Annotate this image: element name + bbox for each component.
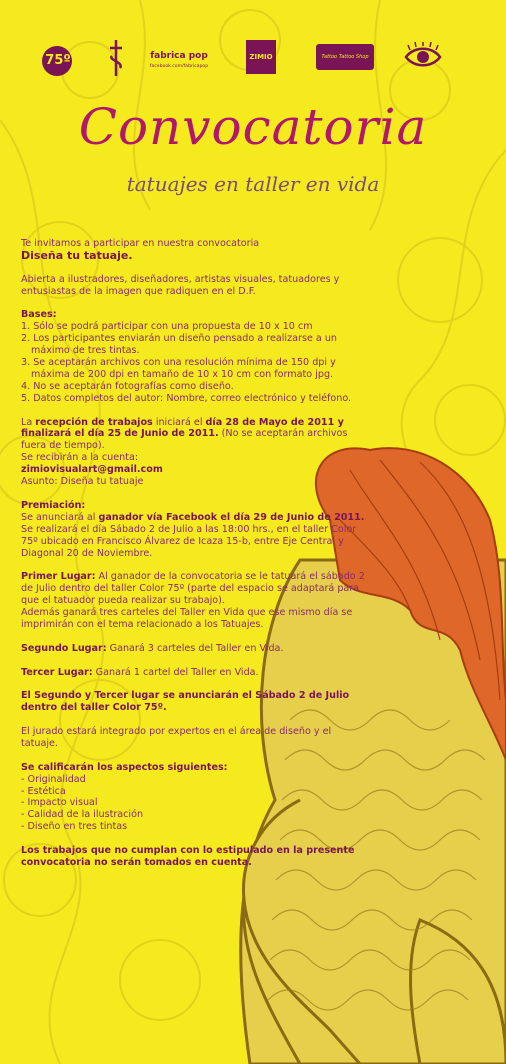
- logo-row: [0, 38, 506, 84]
- awards-announce: Se anunciará al ganador vía Facebook el día 29 de Junio de 2011.: [21, 511, 365, 523]
- list-item: - Impacto visual: [21, 797, 98, 809]
- page-title: Convocatoria: [78, 98, 428, 156]
- intro-text: Te invitamos a participar en nuestra convocatoria: [21, 238, 260, 249]
- fabricapop-url: facebook.com/fabricapop: [149, 64, 209, 69]
- call-text: [21, 238, 366, 881]
- jury-text: El jurado estará integrado por expertos en el área de diseño y el tatuaje.: [21, 726, 332, 749]
- tattoo-shop-text: Tattoo Tattoo Shop: [321, 54, 369, 60]
- criteria-title: Se calificarán los aspectos siguientes:: [21, 761, 228, 773]
- bases-title: Bases:: [21, 309, 57, 321]
- color75-logo: [40, 44, 76, 78]
- first-place: Primer Lugar: Al ganador de la convocatoria se le tatuará el sábado 2 de Julio dentro del taller Color 75º (parte del espacio se adaptará para que el tatuador pueda realizar su trabajo).: [21, 571, 365, 607]
- list-item: - Estética: [21, 785, 66, 797]
- eye-icon: [404, 42, 442, 72]
- tattoo-shop-logo: [316, 44, 374, 70]
- closing-text: Los trabajos que no cumplan con lo estipulado en la presente convocatoria no serán tomados en cuenta.: [21, 845, 355, 868]
- criteria-list: [21, 774, 366, 834]
- headline: Diseña tu tatuaje.: [21, 248, 133, 262]
- list-item: 1. Sólo se podrá participar con una propuesta de 10 x 10 cm: [21, 321, 313, 333]
- announce-text: El Segundo y Tercer lugar se anunciarán el Sábado 2 de Julio dentro del taller Color 75º.: [21, 690, 350, 714]
- eye-logo: [404, 42, 442, 72]
- zimio-text: ZIMIO: [249, 53, 273, 61]
- fabricapop-text: fabrica pop: [150, 51, 208, 61]
- list-item: - Calidad de la ilustración: [21, 809, 144, 821]
- page-subtitle: tatuajes en taller en vida: [126, 172, 380, 196]
- list-item: - Diseño en tres tintas: [21, 821, 128, 833]
- fabricapop-logo: [148, 38, 210, 82]
- awards-title: Premiación:: [21, 499, 86, 511]
- list-item: 4. No se aceptarán fotografías como diseño.: [21, 380, 234, 392]
- color75-text: 75º: [45, 53, 71, 68]
- list-item: 5. Datos completos del autor: Nombre, correo electrónico y teléfono.: [21, 392, 352, 404]
- email-link[interactable]: zimiovisualart@gmail.com: [21, 464, 163, 476]
- zimio-logo: [246, 40, 276, 74]
- first-place-extra: Además ganará tres carteles del Taller en Vida que ese mismo día se imprimirán con el tema relacionado a los Tatuajes.: [21, 607, 353, 630]
- bases-list: [21, 321, 366, 404]
- list-item: 3. Se aceptarán archivos con una resolución mínima de 150 dpi y máxima de 200 dpi en tamaño de 10 x 10 cm con formato jpg.: [21, 357, 336, 380]
- taller-icon: [106, 38, 126, 78]
- receive-label: Se recibirán a la cuenta:: [21, 452, 139, 464]
- awards-details: Se realizará el día Sábado 2 de Julio a las 18:00 hrs., en el taller Color 75º ubicado en Francisco Álvarez de Icaza 15-b, entre Eje Central y Diagonal 20 de Noviembre.: [21, 523, 357, 559]
- reception-text: La recepción de trabajos iniciará el día 28 de Mayo de 2011 y finalizará el día 25 de Junio de 2011. (No se aceptarán archivos fuera de tiempo).: [21, 416, 348, 452]
- list-item: 2. Los participantes enviarán un diseño pensado a realizarse a un máximo de tres tintas.: [21, 333, 337, 357]
- third-place: Tercer Lugar: Ganará 1 cartel del Taller en Vida.: [21, 666, 259, 678]
- subject-text: Asunto: Diseña tu tatuaje: [21, 476, 144, 488]
- list-item: - Originalidad: [21, 773, 86, 785]
- open-to-text: Abierta a ilustradores, diseñadores, artistas visuales, tatuadores y entusiastas de la imagen que radiquen en el D.F.: [21, 273, 340, 297]
- taller-logo: [106, 38, 126, 78]
- second-place: Segundo Lugar: Ganará 3 carteles del Taller en Vida.: [21, 642, 284, 654]
